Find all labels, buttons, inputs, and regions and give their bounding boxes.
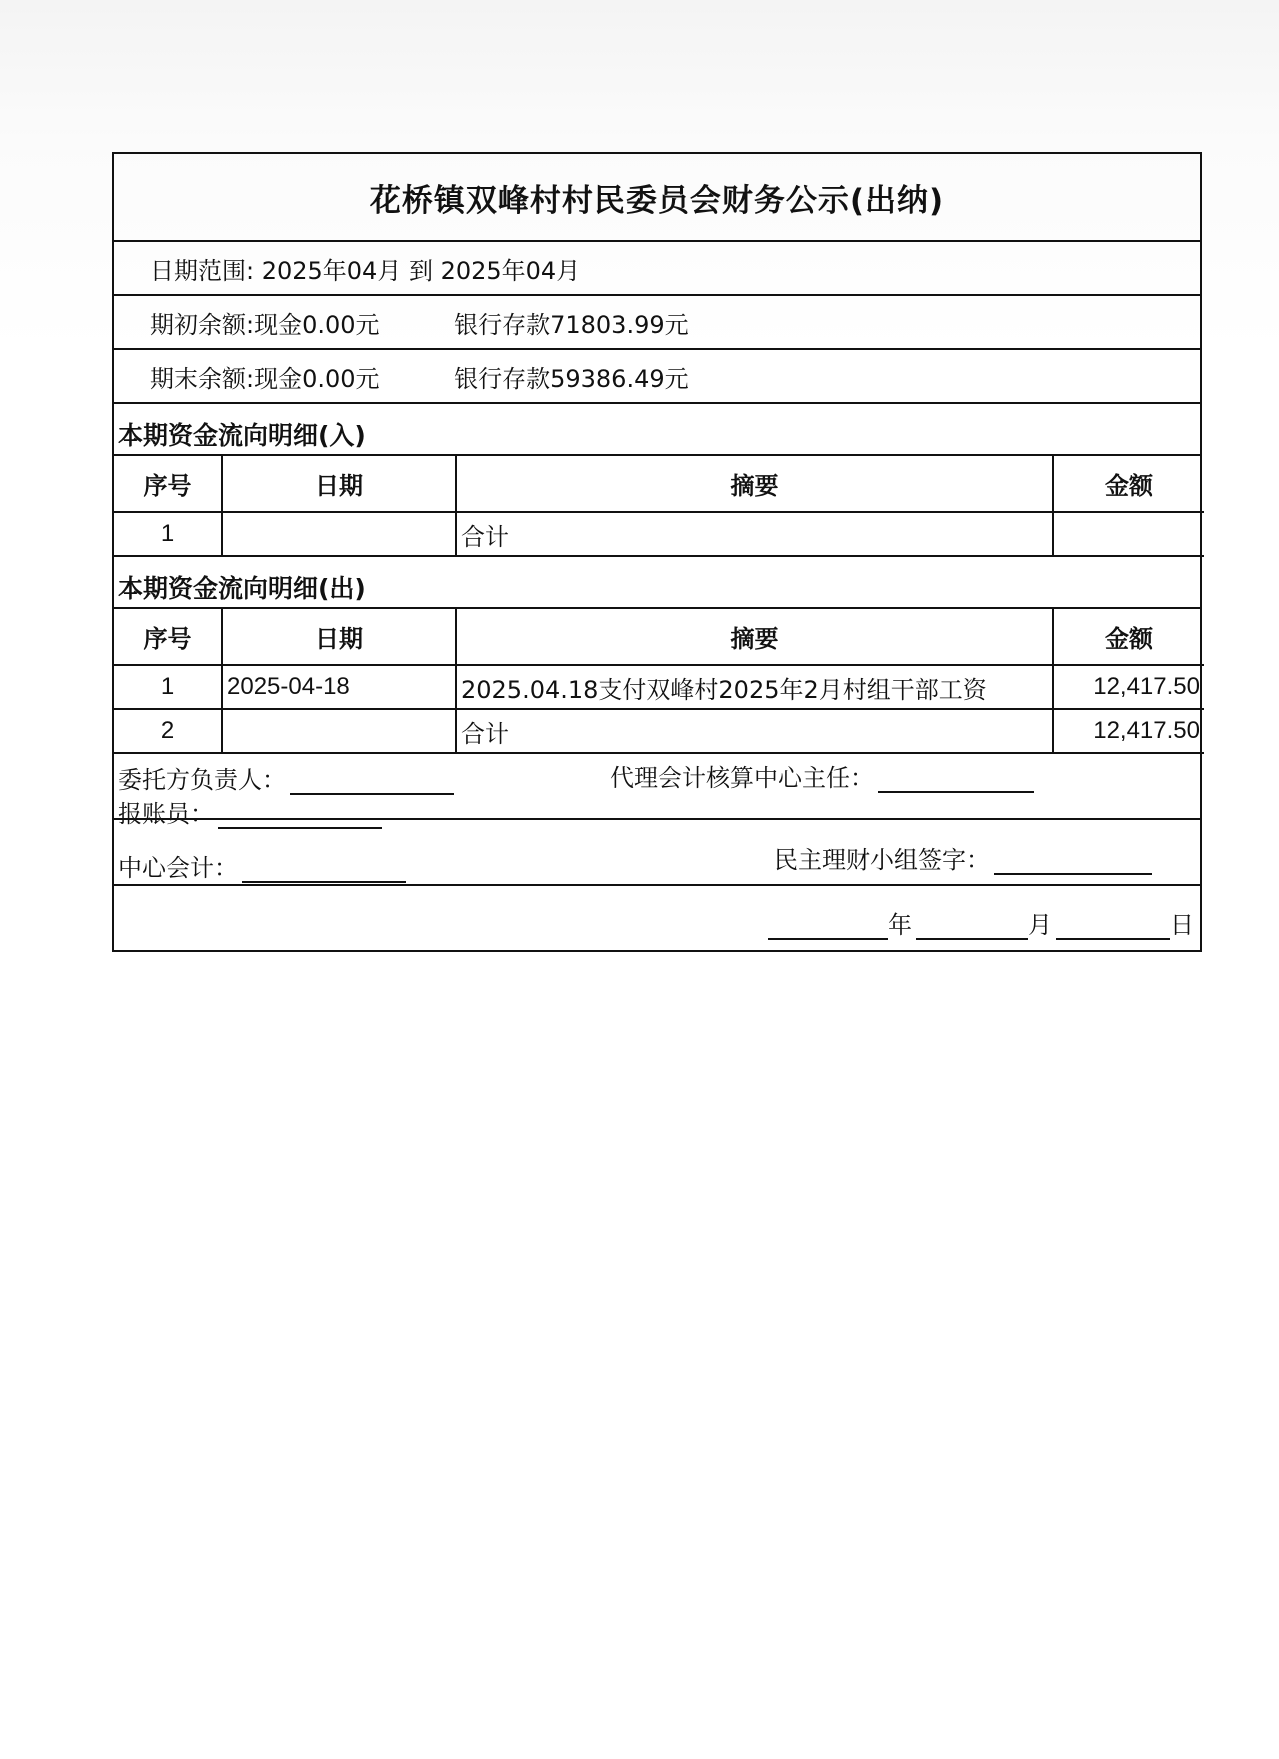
day-label: 日 xyxy=(1170,911,1194,939)
column-header: 金额 xyxy=(1053,456,1204,512)
principal-signature xyxy=(118,760,454,795)
title-row xyxy=(114,154,1200,242)
bookkeeper-signature xyxy=(118,794,382,829)
row-summary: 合计 xyxy=(456,709,1053,753)
closing-balance-row xyxy=(114,350,1200,404)
column-header: 摘要 xyxy=(456,609,1053,665)
principal-blank xyxy=(290,773,454,795)
center-director-blank xyxy=(878,771,1034,793)
center-accountant-label: 中心会计： xyxy=(118,854,238,882)
row-summary: 合计 xyxy=(456,512,1053,556)
date-fields xyxy=(768,905,1194,940)
column-header: 金额 xyxy=(1053,609,1204,665)
row-seq: 1 xyxy=(114,512,222,556)
date-row xyxy=(114,886,1200,950)
finance-group-label: 民主理财小组签字： xyxy=(774,846,990,874)
expense-header-row xyxy=(114,609,1204,665)
column-header: 序号 xyxy=(114,456,222,512)
income-header-row xyxy=(114,456,1204,512)
signature-block xyxy=(114,754,1200,886)
expense-table-wrap xyxy=(114,609,1200,754)
column-header: 摘要 xyxy=(456,456,1053,512)
table-row xyxy=(114,665,1204,709)
opening-bank: 银行存款71803.99元 xyxy=(454,310,689,339)
signature-divider xyxy=(114,818,1200,820)
expense-table xyxy=(114,609,1204,754)
column-header: 日期 xyxy=(222,609,456,665)
row-amount: 12,417.50 xyxy=(1053,709,1204,753)
expense-heading: 本期资金流向明细(出) xyxy=(114,557,1200,609)
row-date xyxy=(222,512,456,556)
year-blank xyxy=(768,918,888,940)
finance-group-blank xyxy=(994,853,1152,875)
column-header: 序号 xyxy=(114,609,222,665)
center-accountant-blank xyxy=(242,861,406,883)
row-seq: 2 xyxy=(114,709,222,753)
row-date: 2025-04-18 xyxy=(222,665,456,709)
month-label: 月 xyxy=(1028,911,1052,939)
form-title: 花桥镇双峰村村民委员会财务公示(出纳) xyxy=(369,182,945,219)
table-row xyxy=(114,709,1204,753)
row-amount: 12,417.50 xyxy=(1053,665,1204,709)
income-table xyxy=(114,456,1204,557)
opening-balance-row xyxy=(114,296,1200,350)
finance-group-signature xyxy=(774,840,1152,875)
closing-cash: 现金0.00元 xyxy=(254,364,380,393)
date-range: 日期范围: 2025年04月 到 2025年04月 xyxy=(150,256,581,285)
column-header: 日期 xyxy=(222,456,456,512)
finance-disclosure-form xyxy=(112,152,1202,952)
opening-balance-label: 期初余额: xyxy=(150,310,255,339)
closing-bank: 银行存款59386.49元 xyxy=(454,364,689,393)
center-director-signature xyxy=(610,758,1034,793)
row-date xyxy=(222,709,456,753)
month-blank xyxy=(916,918,1028,940)
row-summary: 2025.04.18支付双峰村2025年2月村组干部工资 xyxy=(456,665,1053,709)
date-range-row xyxy=(114,242,1200,296)
bookkeeper-label: 报账员： xyxy=(118,800,214,828)
opening-cash: 现金0.00元 xyxy=(254,310,380,339)
income-heading: 本期资金流向明细(入) xyxy=(114,404,1200,456)
center-accountant-signature xyxy=(118,848,406,883)
principal-label: 委托方负责人： xyxy=(118,766,286,794)
row-amount xyxy=(1053,512,1204,556)
center-director-label: 代理会计核算中心主任： xyxy=(610,764,874,792)
closing-balance-label: 期末余额: xyxy=(150,364,255,393)
table-row xyxy=(114,512,1204,556)
row-seq: 1 xyxy=(114,665,222,709)
day-blank xyxy=(1056,918,1170,940)
income-table-wrap xyxy=(114,456,1200,557)
year-label: 年 xyxy=(888,911,912,939)
